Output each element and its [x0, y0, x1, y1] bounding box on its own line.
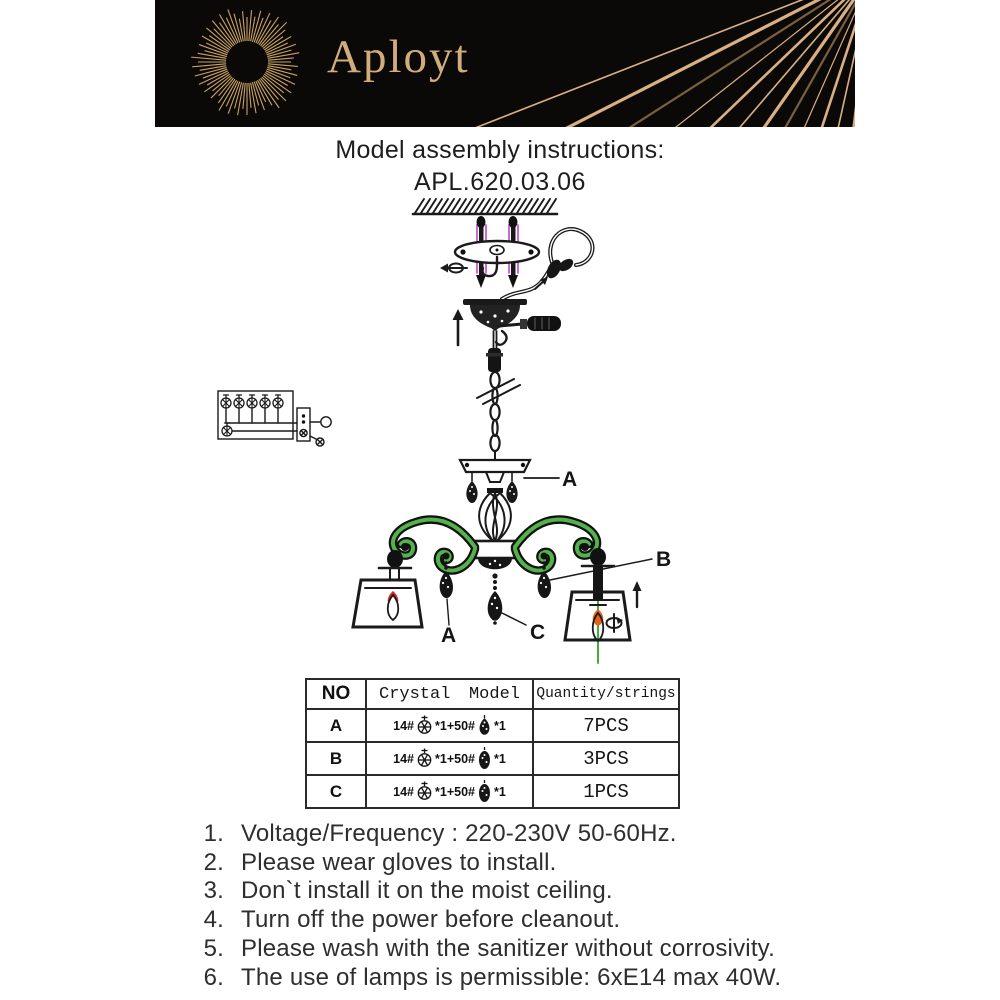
spec-size-1: 14#: [393, 784, 415, 799]
instruction-text: Don`t install it on the moist ceiling.: [241, 877, 613, 905]
round-crystal-icon: [416, 715, 433, 736]
round-crystal-icon: [416, 781, 433, 802]
header-crystal-model: [367, 680, 532, 708]
label-bobeche-crystal: A: [562, 468, 578, 491]
spec-count: *1: [494, 784, 506, 799]
brand-logo-text: Aployt: [327, 31, 470, 83]
bulb-rotation-icon: [607, 614, 624, 632]
page-title: Model assembly instructions:: [335, 136, 665, 164]
instruction-number: 4.: [203, 906, 224, 934]
header-no: NO: [306, 679, 366, 709]
lampshade-right: [565, 548, 642, 663]
scroll-arm-left: [393, 520, 475, 571]
label-center-crystal: C: [530, 621, 546, 644]
sunburst-icon: [191, 9, 299, 115]
oval-crystal-icon: [477, 747, 492, 771]
brand-banner: [155, 0, 855, 127]
instruction-text: Turn off the power before cleanout.: [241, 906, 621, 934]
instruction-number: 5.: [203, 934, 224, 962]
spec-count: *1: [494, 718, 506, 733]
label-left-crystal: A: [441, 624, 457, 647]
instruction-item: [182, 849, 862, 878]
spec-size-1: 14#: [393, 718, 415, 733]
title-block: [0, 136, 1000, 197]
bobeche: [460, 460, 559, 503]
arrow-up-icon: [453, 309, 464, 345]
drop-crystal-icon: [477, 715, 492, 736]
table-row: [306, 742, 679, 775]
screw-rotation-icon: [440, 264, 467, 273]
instruction-item: [182, 820, 862, 849]
spec-count: *1: [494, 751, 506, 766]
row-letter: C: [306, 775, 366, 808]
instruction-number: 1.: [203, 820, 224, 847]
assembly-diagram: [150, 195, 850, 675]
crystal-pendant-c: [488, 586, 526, 625]
twisted-cage: [479, 488, 511, 541]
instruction-number: 6.: [203, 963, 224, 991]
table-row: [306, 709, 679, 742]
center-body: [475, 541, 515, 584]
canopy: [463, 299, 527, 331]
arrow-up-icon-2: [633, 581, 642, 607]
spec-size-1: 14#: [393, 751, 415, 766]
spec-size-2: *1+50#: [435, 718, 475, 733]
table-row: [306, 775, 679, 808]
round-crystal-icon: [416, 748, 433, 769]
chain-assembly: [477, 331, 520, 460]
corner-rays-icon: [473, 0, 855, 127]
lampshade-left: [353, 550, 422, 627]
header-quantity: Quantity/strings: [533, 679, 679, 709]
wiring-schematic: [218, 391, 331, 446]
row-letter: A: [306, 709, 366, 742]
spec-size-2: *1+50#: [435, 784, 475, 799]
instruction-number: 3.: [203, 877, 224, 905]
header-crystal: Crystal: [379, 684, 451, 704]
table-header-row: [306, 679, 679, 709]
row-letter: B: [306, 742, 366, 775]
row-quantity: 1PCS: [533, 775, 679, 808]
label-right-crystal: B: [656, 548, 672, 571]
banner-decor: [155, 0, 855, 127]
ceiling-hatch-icon: [413, 199, 557, 214]
instruction-text: The use of lamps is permissible: 6xE14 max 40W.: [241, 963, 782, 991]
instruction-text: Voltage/Frequency : 220-230V 50-60Hz.: [241, 820, 677, 847]
instruction-item: [182, 964, 862, 993]
power-cable-icon: [502, 229, 592, 299]
instruction-text: Please wear gloves to install.: [241, 848, 557, 876]
model-number: APL.620.03.06: [414, 168, 586, 196]
crystal-pendant-icon: [466, 472, 517, 503]
crystal-parts-table: [305, 678, 680, 809]
crystal-spec: [367, 743, 532, 774]
oval-crystal-icon: [477, 780, 492, 804]
crystal-spec: [367, 776, 532, 807]
instruction-item: [182, 906, 862, 935]
crystal-spec: [367, 710, 532, 741]
instruction-list: [182, 820, 862, 992]
scroll-arm-right: [515, 520, 597, 571]
row-quantity: 3PCS: [533, 742, 679, 775]
spec-size-2: *1+50#: [435, 751, 475, 766]
instruction-text: Please wash with the sanitizer without corrosivity.: [241, 934, 775, 962]
header-model: Model: [468, 684, 520, 704]
instruction-number: 2.: [203, 848, 224, 876]
mounting-bracket: [440, 216, 539, 288]
instruction-item: [182, 935, 862, 964]
instruction-item: [182, 877, 862, 906]
row-quantity: 7PCS: [533, 709, 679, 742]
